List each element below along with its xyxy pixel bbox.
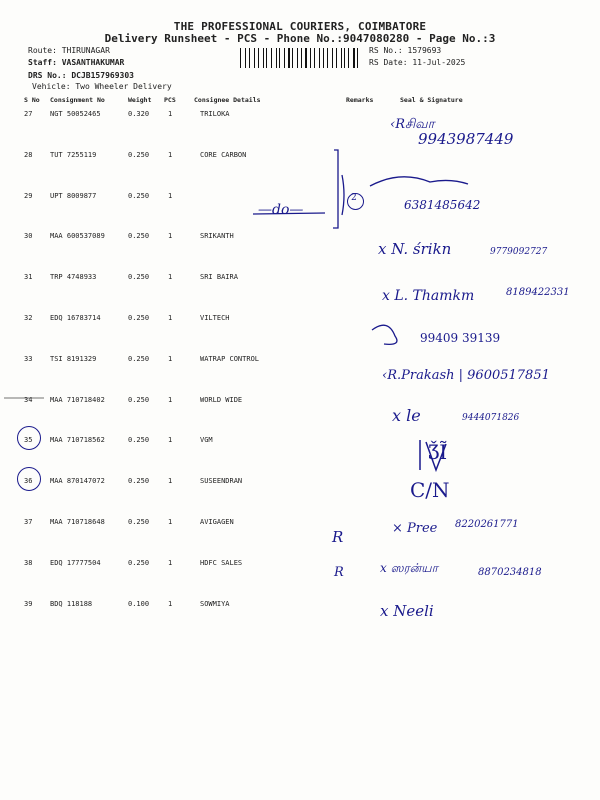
row-consignee: HDFC SALES: [200, 558, 243, 567]
row-weight: 0.250: [128, 354, 150, 363]
company-title: THE PROFESSIONAL COURIERS, COIMBATORE: [173, 20, 427, 33]
col-weight: Weight: [128, 96, 152, 104]
row-pcs: 1: [168, 273, 173, 282]
row-consignment: EDQ 16783714: [50, 314, 101, 322]
row-weight: 0.250: [128, 477, 150, 486]
signature-37: × Pree: [392, 521, 438, 536]
row-sno: 29: [24, 191, 33, 200]
row-consignment: NGT 50052465: [50, 110, 101, 118]
row-consignment: EDQ 17777504: [50, 558, 101, 567]
row-pcs: 1: [168, 518, 173, 526]
row-consignment: UPT 8009877: [50, 191, 97, 200]
row-sno: 30: [24, 232, 33, 241]
rs-date: RS Date: 11-Jul-2025: [369, 58, 466, 67]
row-consignee: AVIGAGEN: [200, 518, 234, 526]
row-weight: 0.320: [128, 110, 150, 118]
row-weight: 0.250: [128, 314, 150, 322]
row-weight: 0.250: [128, 191, 150, 200]
row-weight: 0.250: [128, 518, 150, 526]
row-weight: 0.250: [128, 150, 150, 159]
col-pcs: PCS: [164, 96, 176, 104]
row-consignment: TUT 7255119: [50, 150, 97, 159]
phone-30: 9779092727: [490, 247, 548, 257]
phone-34: 9444071826: [462, 413, 520, 423]
signature-33: ‹R.Prakash | 9600517851: [382, 368, 550, 383]
row-pcs: 1: [168, 232, 173, 241]
signature-36: C/N: [410, 478, 450, 502]
row-pcs: 1: [168, 314, 173, 322]
vehicle-label: Vehicle: Two Wheeler Delivery: [32, 82, 172, 91]
remark-37: R: [332, 528, 344, 546]
signature-39: x Neeli: [380, 602, 434, 620]
row-consignment: MAA 870147072: [50, 477, 105, 486]
row-pcs: 1: [168, 477, 173, 486]
runsheet-subtitle: Delivery Runsheet - PCS - Phone No.:9047080280 - Page No.:3: [104, 32, 496, 45]
row-pcs: 1: [168, 191, 173, 200]
row-sno: 34: [24, 395, 33, 404]
circle-35: [17, 426, 41, 450]
row-consignee: WATRAP CONTROL: [200, 354, 260, 363]
row-weight: 0.250: [128, 436, 150, 445]
row-consignment: MAA 710718648: [50, 518, 105, 526]
row-weight: 0.250: [128, 395, 150, 404]
signature-27: ‹Rசிவா: [390, 117, 435, 132]
row-pcs: 1: [168, 395, 173, 404]
signature-34: x le: [392, 406, 421, 425]
row-consignee: SOWMIYA: [200, 599, 230, 608]
signature-31: x L. Thamkm: [382, 288, 475, 304]
route-label: Route: THIRUNAGAR: [28, 46, 110, 55]
row-consignee: TRILOKA: [200, 110, 230, 118]
row-consignee: SUSEENDRAN: [200, 477, 243, 486]
row-sno: 38: [24, 558, 33, 567]
col-seal: Seal & Signature: [400, 96, 463, 104]
row-sno: 39: [24, 599, 33, 608]
row-weight: 0.250: [128, 273, 150, 282]
row-pcs: 1: [168, 558, 173, 567]
col-consignment: Consignment No: [50, 96, 105, 104]
circled-number: 2: [351, 193, 357, 203]
phone-32: 99409 39139: [420, 331, 501, 345]
row-consignment: MAA 710718402: [50, 395, 105, 404]
signature-30: x N. śrikn: [378, 240, 452, 258]
row-pcs: 1: [168, 599, 173, 608]
row-consignment: MAA 600537089: [50, 232, 105, 241]
signature-35: ǮĨ: [428, 440, 448, 464]
circle-36: [17, 467, 41, 491]
row-sno: 35: [24, 436, 33, 445]
row-consignee: CORE CARBON: [200, 150, 247, 159]
row-consignee: VGM: [200, 436, 213, 445]
row-consignment: MAA 710718562: [50, 436, 105, 445]
row-weight: 0.250: [128, 232, 150, 241]
row-sno: 27: [24, 110, 33, 118]
phone-31: 8189422331: [506, 287, 570, 298]
col-remarks: Remarks: [346, 96, 374, 104]
row-pcs: 1: [168, 354, 173, 363]
rs-number: RS No.: 1579693: [369, 46, 442, 55]
row-sno: 32: [24, 314, 33, 322]
col-consignee: Consignee Details: [194, 96, 261, 104]
row-pcs: 1: [168, 436, 173, 445]
phone-37: 8220261771: [455, 519, 519, 530]
signature-38: x ஸரன்யா: [380, 561, 438, 575]
col-sno: S No: [24, 96, 40, 104]
phone-38: 8870234818: [478, 567, 542, 578]
remark-38: R: [334, 565, 344, 580]
row-consignee: SRI BAIRA: [200, 273, 238, 282]
row-weight: 0.100: [128, 599, 150, 608]
row-sno: 37: [24, 518, 33, 526]
drs-number: DRS No.: DCJB157969303: [28, 71, 134, 80]
row-pcs: 1: [168, 150, 173, 159]
row-consignee: WORLD WIDE: [200, 395, 243, 404]
row-weight: 0.250: [128, 558, 150, 567]
row-sno: 36: [24, 477, 33, 486]
ditto-mark: —do—: [258, 202, 304, 218]
staff-label: Staff: VASANTHAKUMAR: [28, 58, 125, 67]
row-consignee: SRIKANTH: [200, 232, 234, 241]
row-consignment: TSI 8191329: [50, 354, 97, 363]
phone-27: 9943987449: [418, 130, 514, 148]
row-consignment: TRP 4748933: [50, 273, 97, 282]
row-consignment: BDQ 118188: [50, 599, 93, 608]
row-sno: 31: [24, 273, 33, 282]
row-pcs: 1: [168, 110, 173, 118]
phone-29: 6381485642: [404, 198, 481, 212]
row-sno: 33: [24, 354, 33, 363]
row-consignee: VILTECH: [200, 314, 230, 322]
row-sno: 28: [24, 150, 33, 159]
